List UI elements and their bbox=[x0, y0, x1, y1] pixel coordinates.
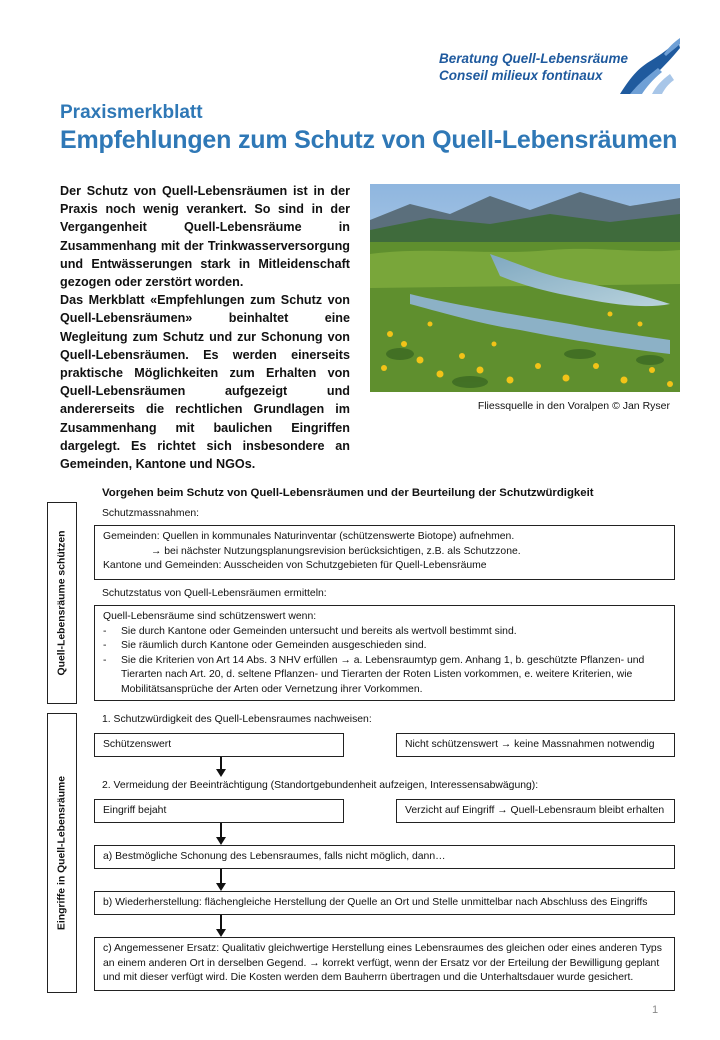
arrow-down-icon bbox=[216, 869, 226, 891]
protection-line-3: Kantone und Gemeinden: Ausscheiden von Schutzgebieten für Quell-Lebensräume bbox=[103, 560, 487, 572]
diagram-heading: Vorgehen beim Schutz von Quell-Lebensräumen und der Beurteilung der Schutzwürdigkeit bbox=[102, 487, 594, 499]
step1-not-worthy-text: Nicht schützenswert → keine Massnahmen notwendig bbox=[405, 739, 655, 750]
protection-line-1: Gemeinden: Quellen in kommunales Naturinventar (schützenswerte Biotope) aufnehmen. bbox=[103, 531, 515, 542]
step1-not-worthy-box bbox=[396, 733, 675, 757]
arrow-down-icon bbox=[216, 915, 226, 937]
arrow-down-icon bbox=[216, 757, 226, 777]
step2-waiver-text: Verzicht auf Eingriff → Quell-Lebensraum bleibt erhalten bbox=[405, 805, 665, 816]
waterfall-logo-icon bbox=[590, 38, 680, 94]
intro-paragraph-1: Der Schutz von Quell-Lebensräumen ist in der Praxis noch wenig verankert. So sind in der Vergangenheit Quell-Lebensräume in Zusammenhang mit der Trinkwasserversorgung und Entwässerungen stark in Mitleidenschaft gezogen oder zerstört worden. bbox=[60, 184, 350, 290]
criteria-item: - Sie räumlich durch Kantone oder Gemeinden ausgeschieden sind. bbox=[103, 639, 666, 654]
logo-line-1: Beratung Quell-Lebensräume bbox=[438, 51, 628, 66]
side-label-protect-text: Quell-Lebensräume schützen bbox=[56, 530, 68, 676]
protection-status-intro: Quell-Lebensräume sind schützenswert wenn: bbox=[103, 611, 317, 622]
step2-intervention-box bbox=[94, 799, 344, 823]
page-number: 1 bbox=[652, 1004, 659, 1016]
step-a-box bbox=[94, 845, 675, 869]
protection-status-label: Schutzstatus von Quell-Lebensräumen ermitteln: bbox=[102, 588, 327, 599]
side-label-protect bbox=[47, 502, 77, 704]
step-a-text: a) Bestmögliche Schonung des Lebensraumes, falls nicht möglich, dann… bbox=[103, 851, 446, 862]
criteria-item: - Sie die Kriterien von Art 14 Abs. 3 NHV erfüllen → a. Lebensraumtyp gem. Anhang 1, b. geschützte Pflanzen- und Tierarten nach Art. 20, d. seltene Pflanzen- und Tierarten der Roten Listen vorkommen, e. weitere Kriterien, wie Mobilitätsansprüche der Arten oder Vernetzung ihrer Vorkommen. bbox=[103, 654, 666, 698]
intro-text bbox=[60, 182, 350, 473]
step1-label: 1. Schutzwürdigkeit des Quell-Lebensraumes nachweisen: bbox=[102, 714, 372, 725]
protection-criteria-list bbox=[103, 625, 666, 698]
protection-status-box bbox=[94, 605, 675, 701]
step-c-text: c) Angemessener Ersatz: Qualitativ gleichwertige Herstellung eines Lebensraumes des gleichen oder eines anderen Typs an einem anderen Ort in derselben Gegend. → korrekt verfügt, wenn der Ersatz vor der Erteilung der Bewilligung geplant und mit dieser verfügt wird. Die Kosten werden dem Bauherrn übertragen und die Unterhaltsdauer wurde gesichert. bbox=[103, 943, 662, 984]
protection-measures-box bbox=[94, 525, 675, 580]
side-label-interventions-text: Eingriffe in Quell-Lebensräume bbox=[56, 775, 68, 931]
step1-worthy-text: Schützenswert bbox=[103, 739, 172, 750]
step2-waiver-box bbox=[396, 799, 675, 823]
protection-measures-label: Schutzmassnahmen: bbox=[102, 508, 200, 519]
spring-landscape-photo bbox=[370, 184, 680, 392]
step2-intervention-text: Eingriff bejaht bbox=[103, 805, 167, 816]
logo-line-2: Conseil milieux fontinaux bbox=[438, 68, 603, 83]
document-kicker: Praxismerkblatt bbox=[60, 102, 203, 123]
step-b-text: b) Wiederherstellung: flächengleiche Herstellung der Quelle an Ort und Stelle unmittelbar nach Abschluss des Eingriffs bbox=[103, 897, 648, 908]
step2-label: 2. Vermeidung der Beeinträchtigung (Standortgebundenheit aufzeigen, Interessensabwägung): bbox=[102, 780, 539, 791]
photo-caption: Fliessquelle in den Voralpen © Jan Ryser bbox=[477, 400, 670, 412]
intro-paragraph-2: Das Merkblatt «Empfehlungen zum Schutz von Quell-Lebensräumen» beinhaltet eine Wegleitung zum Schutz und zur Schonung von Quell-Lebensräumen. Es werden einerseits praktische Möglichkeiten zum Erhalten von Quell-Lebensräumen aufgezeigt und andererseits die rechtlichen Grundlagen im Zusammenhang mit baulichen Eingriffen dargelegt. Es richtet sich insbesondere an Gemeinden, Kantone und NGOs. bbox=[60, 293, 350, 472]
step-c-box bbox=[94, 937, 675, 991]
document-title: Empfehlungen zum Schutz von Quell-Lebensräumen bbox=[60, 126, 678, 154]
step1-worthy-box bbox=[94, 733, 344, 757]
criteria-item: - Sie durch Kantone oder Gemeinden untersucht und bereits als wertvoll bestimmt sind. bbox=[103, 625, 666, 640]
side-label-interventions bbox=[47, 713, 77, 993]
step-b-box bbox=[94, 891, 675, 915]
arrow-down-icon bbox=[216, 823, 226, 845]
protection-line-2: → bei nächster Nutzungsplanungsrevision berücksichtigen, z.B. als Schutzzone. bbox=[151, 545, 521, 557]
